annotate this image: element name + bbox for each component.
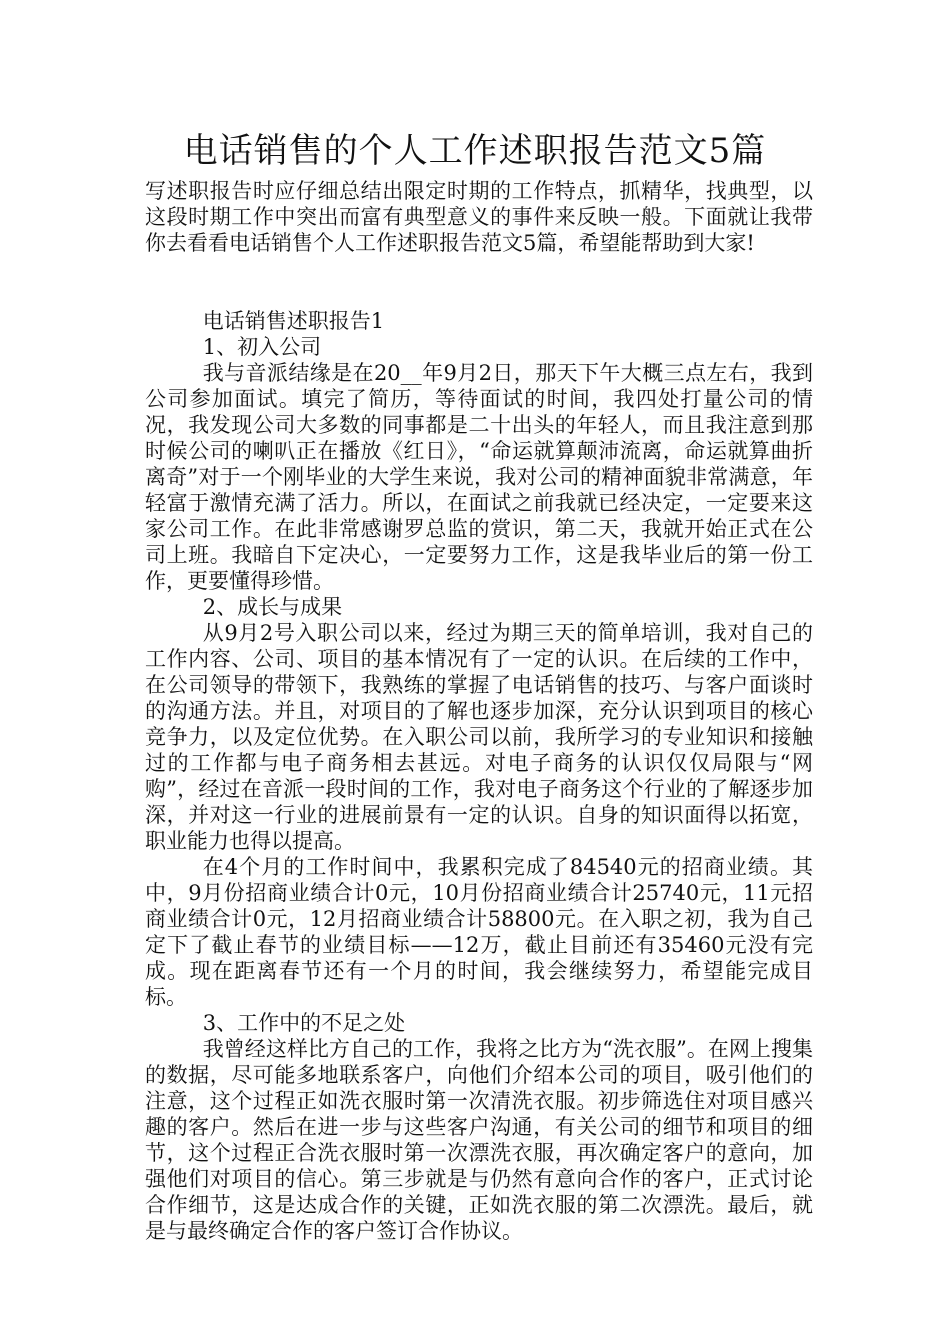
body-paragraph: 在4个月的工作时间中，我累积完成了84540元的招商业绩。其中，9月份招商业绩合计0元，10月份招商业绩合计25740元，11元招商业绩合计0元，12月招商业绩合计58800元。在入职之初，我为自己定下了截止春节的业绩目标——12万，截止目前还有35460元没有完成。现在距离春节还有一个月的时间，我会继续努力，希望能完成目标。 xyxy=(145,855,813,1009)
body-paragraph: 从9月2号入职公司以来，经过为期三天的简单培训，我对自己的工作内容、公司、项目的基本情况有了一定的认识。在后续的工作中，在公司领导的带领下，我熟练的掌握了电话销售的技巧、与客户面谈时的沟通方法。并且，对项目的了解也逐步加深，充分认识到项目的核心竞争力，以及定位优势。在入职公司以前，我所学习的专业知识和接触过的工作都与电子商务相去甚远。对电子商务的认识仅仅局限与“网购”，经过在音派一段时间的工作，我对电子商务这个行业的了解逐步加深，并对这一行业的进展前景有一定的认识。自身的知识面得以拓宽，职业能力也得以提高。 xyxy=(145,621,813,853)
report-title: 电话销售述职报告1 xyxy=(202,309,385,333)
intro-paragraph: 写述职报告时应仔细总结出限定时期的工作特点，抓精华，找典型，以这段时期工作中突出而富有典型意义的事件来反映一般。下面就让我带你去看看电话销售个人工作述职报告范文5篇，希望能帮助到大家! xyxy=(145,179,813,255)
body-paragraph: 我曾经这样比方自己的工作，我将之比方为“洗衣服”。在网上搜集的数据，尽可能多地联系客户，向他们介绍本公司的项目，吸引他们的注意，这个过程正如洗衣服时第一次清洗衣服。初步筛选住对项目感兴趣的客户。然后在进一步与这些客户沟通，有关公司的细节和项目的细节，这个过程正合洗衣服时第一次漂洗衣服，再次确定客户的意向，加强他们对项目的信心。第三步就是与仍然有意向合作的客户，正式讨论合作细节，这是达成合作的关键，正如洗衣服的第二次漂洗。最后，就是与最终确定合作的客户签订合作协议。 xyxy=(145,1037,813,1243)
document-body xyxy=(145,178,813,1244)
section-heading: 3、工作中的不足之处 xyxy=(202,1011,406,1035)
section-heading: 2、成长与成果 xyxy=(202,595,343,619)
section-heading: 1、初入公司 xyxy=(202,335,322,359)
document-title: 电话销售的个人工作述职报告范文5篇 xyxy=(183,131,767,171)
section-spacer xyxy=(145,256,813,308)
body-paragraph: 我与音派结缘是在20__年9月2日，那天下午大概三点左右，我到公司参加面试。填完了简历，等待面试的时间，我四处打量公司的情况，我发现公司大多数的同事都是二十出头的年轻人，而且我注意到那时候公司的喇叭正在播放《红日》，“命运就算颠沛流离，命运就算曲折离奇”对于一个刚毕业的大学生来说，我对公司的精神面貌非常满意，年轻富于激情充满了活力。所以，在面试之前我就已经决定，一定要来这家公司工作。在此非常感谢罗总监的赏识，第二天，我就开始正式在公司上班。我暗自下定决心，一定要努力工作，这是我毕业后的第一份工作，更要懂得珍惜。 xyxy=(145,361,813,593)
